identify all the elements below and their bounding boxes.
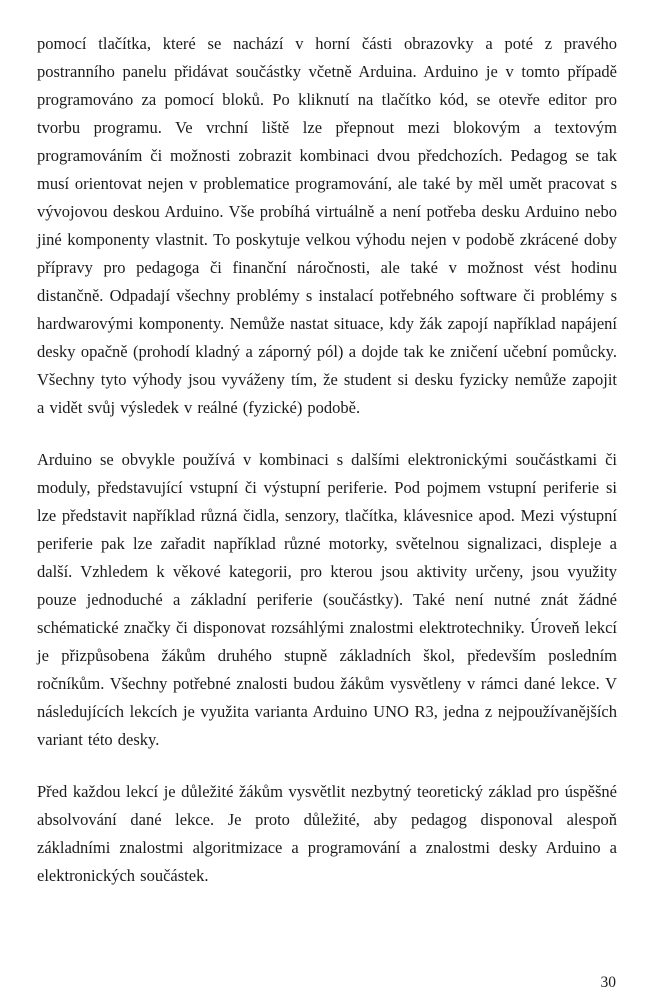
paragraph-1: pomocí tlačítka, které se nachází v horní části obrazovky a poté z pravého postranního panelu přidávat součástky včetně Arduina. Arduino je v tomto případě programováno za pomocí bloků. Po kliknutí na tlačítko kód, se otevře editor pro tvorbu programu. Ve vrchní liště lze přepnout mezi blokovým a textovým programováním či možnosti zobrazit kombinaci dvou předchozích. Pedagog se tak musí orientovat nejen v problematice programování, ale také by měl umět pracovat s vývojovou deskou Arduino. Vše probíhá virtuálně a není potřeba desku Arduino nebo jiné komponenty vlastnit. To poskytuje velkou výhodu nejen v podobě zkrácené doby přípravy pro pedagoga či finanční náročnosti, ale také v možnost vést hodinu distančně. Odpadají všechny problémy s instalací potřebného software či problémy s hardwarovými komponenty. Nemůže nastat situace, kdy žák zapojí například napájení desky opačně (prohodí kladný a záporný pól) a dojde tak ke zničení učební pomůcky. Všechny tyto výhody jsou vyváženy tím, že student si desku fyzicky nemůže zapojit a vidět svůj výsledek v reálné (fyzické) podobě. [37,34,617,417]
paragraph-3: Před každou lekcí je důležité žákům vysvětlit nezbytný teoretický základ pro úspěšné absolvování dané lekce. Je proto důležité, aby pedagog disponoval alespoň základními znalostmi algoritmizace a programování a znalostmi desky Arduino a elektronických součástek. [37,782,617,885]
page-number: 30 [600,973,616,991]
page-text-content [37,30,617,914]
paragraph-2: Arduino se obvykle používá v kombinaci s dalšími elektronickými součástkami či moduly, představující vstupní či výstupní periferie. Pod pojmem vstupní periferie si lze představit například různá čidla, senzory, tlačítka, klávesnice apod. Mezi výstupní periferie pak lze zařadit například různé motorky, světelnou signalizaci, displeje a další. Vzhledem k věkové kategorii, pro kterou jsou aktivity určeny, jsou využity pouze jednoduché a základní periferie (součástky). Také není nutné znát žádné schématické značky či disponovat rozsáhlými znalostmi elektrotechniky. Úroveň lekcí je přizpůsobena žákům druhého stupně základních škol, především posledním ročníkům. Všechny potřebné znalosti budou žákům vysvětleny v rámci dané lekce. V následujících lekcích je využita varianta Arduino UNO R3, jedna z nejpoužívanějších variant této desky. [37,450,617,749]
